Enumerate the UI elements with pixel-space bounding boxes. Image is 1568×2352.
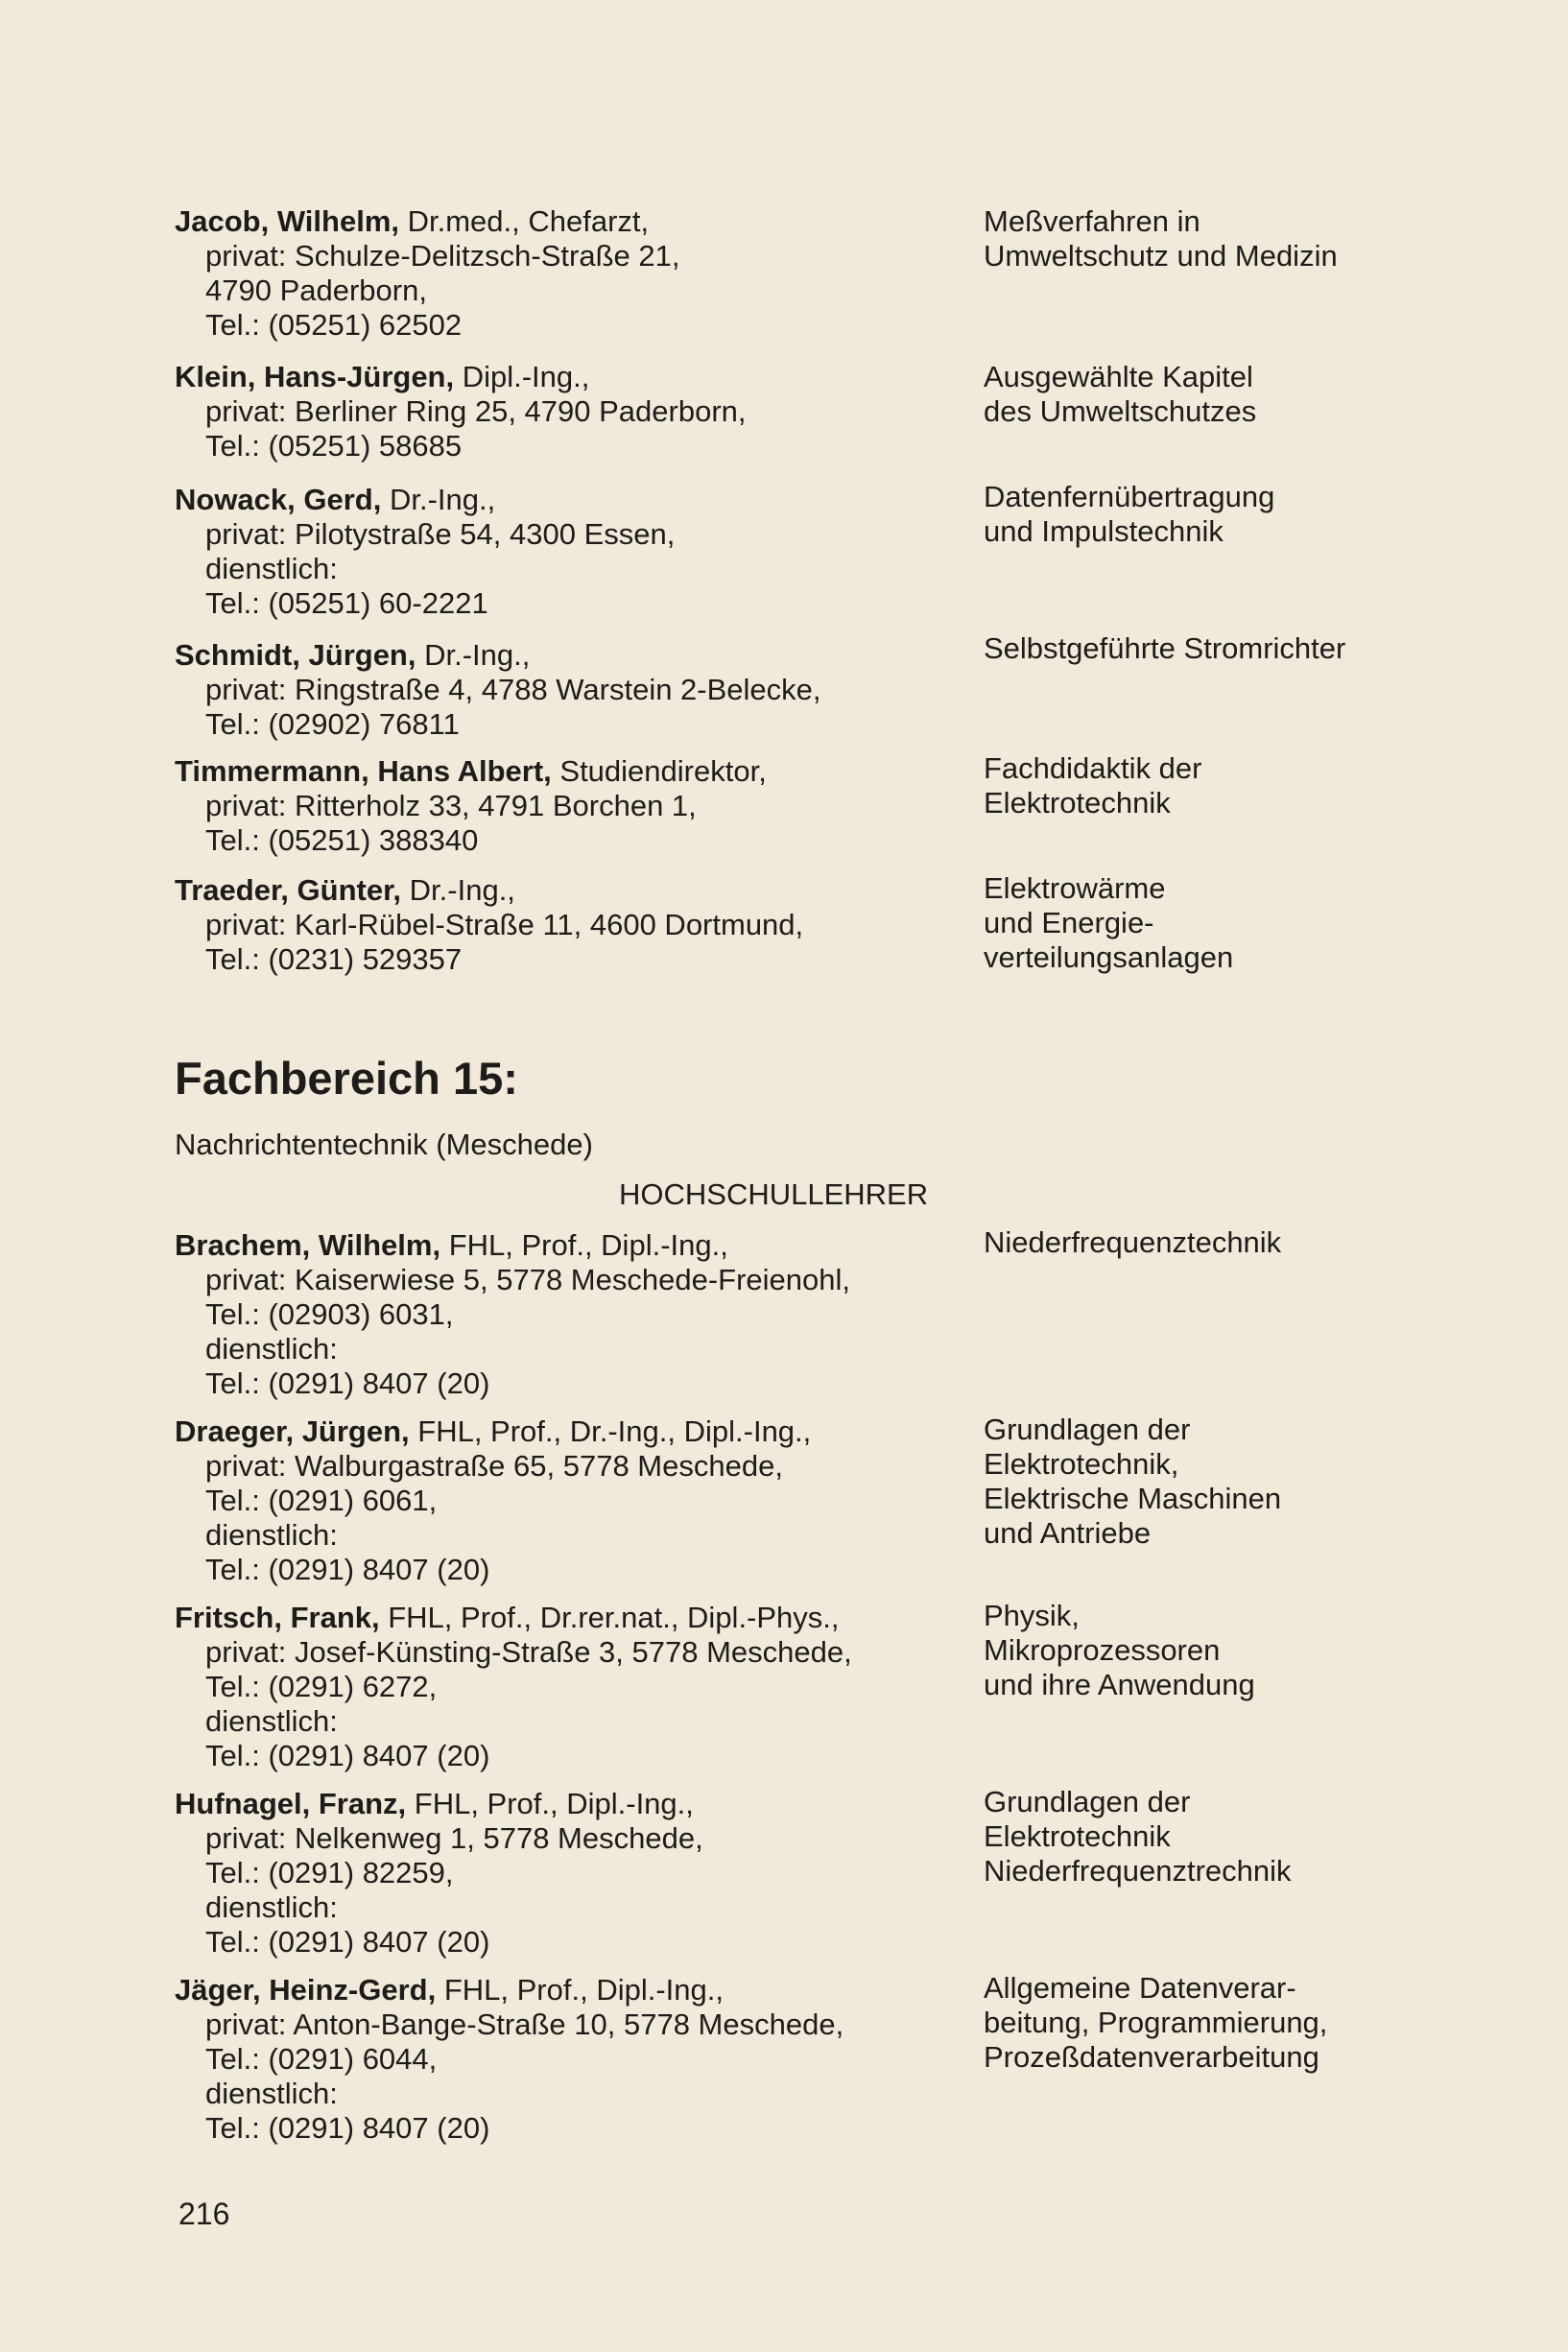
office-label: dienstlich: <box>205 1518 338 1552</box>
office-label: dienstlich: <box>205 2077 338 2110</box>
address-line: dienstlich: <box>205 552 338 585</box>
phone-line: Tel.: (02902) 76811 <box>205 707 460 741</box>
address-line: privat: Pilotystraße 54, 4300 Essen, <box>205 517 676 551</box>
subject-line: Elektrotechnik, <box>984 1447 1179 1481</box>
subject-area <box>984 751 1483 820</box>
person-entry <box>175 638 981 742</box>
person-title: Studiendirektor, <box>551 754 767 788</box>
address-line: privat: Karl-Rübel-Straße 11, 4600 Dortmund, <box>205 908 804 941</box>
subject-line: Prozeßdatenverarbeitung <box>984 2040 1319 2074</box>
phone-line: Tel.: (02903) 6031, <box>205 1297 454 1331</box>
person-title: FHL, Prof., Dr.rer.nat., Dipl.-Phys., <box>379 1601 840 1634</box>
subject-line: Mikroprozessoren <box>984 1633 1221 1667</box>
person-name: Jacob, Wilhelm, <box>175 204 399 238</box>
subject-area <box>984 1225 1483 1260</box>
person-name: Nowack, Gerd, <box>175 483 382 516</box>
subject-line: und Impulstechnik <box>984 514 1224 548</box>
subject-line: und Antriebe <box>984 1516 1152 1550</box>
person-name: Schmidt, Jürgen, <box>175 638 416 672</box>
subject-area <box>984 204 1483 273</box>
address-line: privat: Ringstraße 4, 4788 Warstein 2-Belecke, <box>205 673 821 706</box>
subject-line: Grundlagen der <box>984 1413 1191 1446</box>
page-number: 216 <box>178 2197 230 2231</box>
person-entry <box>175 1601 981 1773</box>
phone-line: Tel.: (05251) 58685 <box>205 429 463 463</box>
person-name: Hufnagel, Franz, <box>175 1787 407 1820</box>
section-heading: Fachbereich 15: <box>175 1053 518 1104</box>
person-name: Draeger, Jürgen, <box>175 1414 410 1448</box>
person-title: FHL, Prof., Dipl.-Ing., <box>406 1787 694 1820</box>
person-title: Dr.med., Chefarzt, <box>399 204 650 238</box>
person-name: Fritsch, Frank, <box>175 1601 380 1634</box>
phone-line: Tel.: (0291) 6061, <box>205 1484 438 1517</box>
person-entry <box>175 754 981 858</box>
subject-area <box>984 1971 1483 2075</box>
phone-line: Tel.: (0291) 8407 (20) <box>205 1925 490 1959</box>
person-entry <box>175 483 981 621</box>
person-title: Dipl.-Ing., <box>454 360 590 393</box>
address-line: privat: Nelkenweg 1, 5778 Meschede, <box>205 1821 703 1855</box>
phone-line: Tel.: (0291) 6044, <box>205 2042 438 2076</box>
subject-line: Meßverfahren in <box>984 204 1200 238</box>
person-entry <box>175 1414 981 1587</box>
subject-area <box>984 871 1483 975</box>
person-name: Klein, Hans-Jürgen, <box>175 360 455 393</box>
subject-line: Niederfrequenztechnik <box>984 1225 1282 1259</box>
person-name: Traeder, Günter, <box>175 873 402 907</box>
subject-area <box>984 480 1483 549</box>
subject-line: Datenfernübertragung <box>984 480 1275 513</box>
phone-line: Tel.: (0291) 8407 (20) <box>205 1739 490 1772</box>
phone-line: Tel.: (0291) 8407 (20) <box>205 2111 490 2145</box>
subject-area <box>984 360 1483 429</box>
subject-line: Physik, <box>984 1599 1080 1632</box>
subject-area <box>984 1785 1483 1889</box>
subject-line: Ausgewählte Kapitel <box>984 360 1253 393</box>
subject-area <box>984 1413 1483 1551</box>
address-line: privat: Kaiserwiese 5, 5778 Meschede-Freienohl, <box>205 1263 851 1296</box>
subject-line: und Energie- <box>984 906 1154 939</box>
person-title: FHL, Prof., Dipl.-Ing., <box>436 1973 724 2007</box>
person-entry <box>175 1973 981 2146</box>
subject-line: Umweltschutz und Medizin <box>984 239 1338 273</box>
person-name: Brachem, Wilhelm, <box>175 1228 441 1262</box>
phone-line: Tel.: (0291) 8407 (20) <box>205 1366 490 1400</box>
address-line: privat: Anton-Bange-Straße 10, 5778 Meschede, <box>205 2008 844 2041</box>
office-label: dienstlich: <box>205 1332 338 1366</box>
phone-line: Tel.: (0231) 529357 <box>205 942 463 976</box>
subject-line: beitung, Programmierung, <box>984 2006 1328 2039</box>
person-title: FHL, Prof., Dr.-Ing., Dipl.-Ing., <box>409 1414 812 1448</box>
person-entry <box>175 360 981 463</box>
phone-line: Tel.: (0291) 82259, <box>205 1856 454 1889</box>
address-line: privat: Berliner Ring 25, 4790 Paderborn, <box>205 394 747 428</box>
subject-line: verteilungsanlagen <box>984 940 1234 974</box>
phone-line: Tel.: (05251) 388340 <box>205 823 479 857</box>
phone-line: Tel.: (0291) 6272, <box>205 1670 438 1703</box>
subject-area <box>984 631 1483 666</box>
phone-line: Tel.: (05251) 60-2221 <box>205 586 488 620</box>
address-line: privat: Ritterholz 33, 4791 Borchen 1, <box>205 789 697 822</box>
address-line: 4790 Paderborn, <box>205 273 427 307</box>
subject-line: Elektrische Maschinen <box>984 1482 1282 1515</box>
subject-line: Fachdidaktik der <box>984 751 1202 785</box>
person-entry <box>175 204 981 343</box>
subject-area <box>984 1599 1483 1702</box>
person-name: Timmermann, Hans Albert, <box>175 754 552 788</box>
phone-line: Tel.: (05251) 62502 <box>205 308 463 342</box>
person-title: Dr.-Ing., <box>416 638 531 672</box>
category-label: HOCHSCHULLEHRER <box>619 1177 929 1211</box>
subject-line: Niederfrequenztrechnik <box>984 1854 1292 1888</box>
person-entry <box>175 873 981 977</box>
section-subheading: Nachrichtentechnik (Meschede) <box>175 1128 593 1161</box>
address-line: privat: Josef-Künsting-Straße 3, 5778 Meschede, <box>205 1635 852 1669</box>
phone-line: Tel.: (0291) 8407 (20) <box>205 1553 490 1586</box>
subject-line: Elektrowärme <box>984 871 1166 905</box>
person-name: Jäger, Heinz-Gerd, <box>175 1973 437 2007</box>
subject-line: Elektrotechnik <box>984 1819 1171 1853</box>
person-entry <box>175 1228 981 1401</box>
address-line: privat: Walburgastraße 65, 5778 Meschede, <box>205 1449 783 1483</box>
office-label: dienstlich: <box>205 1890 338 1924</box>
person-title: FHL, Prof., Dipl.-Ing., <box>440 1228 728 1262</box>
subject-line: Selbstgeführte Stromrichter <box>984 631 1346 665</box>
person-title: Dr.-Ing., <box>381 483 496 516</box>
subject-line: des Umweltschutzes <box>984 394 1257 428</box>
office-label: dienstlich: <box>205 1704 338 1738</box>
address-line: privat: Schulze-Delitzsch-Straße 21, <box>205 239 680 273</box>
subject-line: Elektrotechnik <box>984 786 1171 820</box>
subject-line: Grundlagen der <box>984 1785 1191 1818</box>
subject-line: und ihre Anwendung <box>984 1668 1255 1701</box>
person-entry <box>175 1787 981 1960</box>
subject-line: Allgemeine Datenverar- <box>984 1971 1296 2005</box>
person-title: Dr.-Ing., <box>401 873 515 907</box>
